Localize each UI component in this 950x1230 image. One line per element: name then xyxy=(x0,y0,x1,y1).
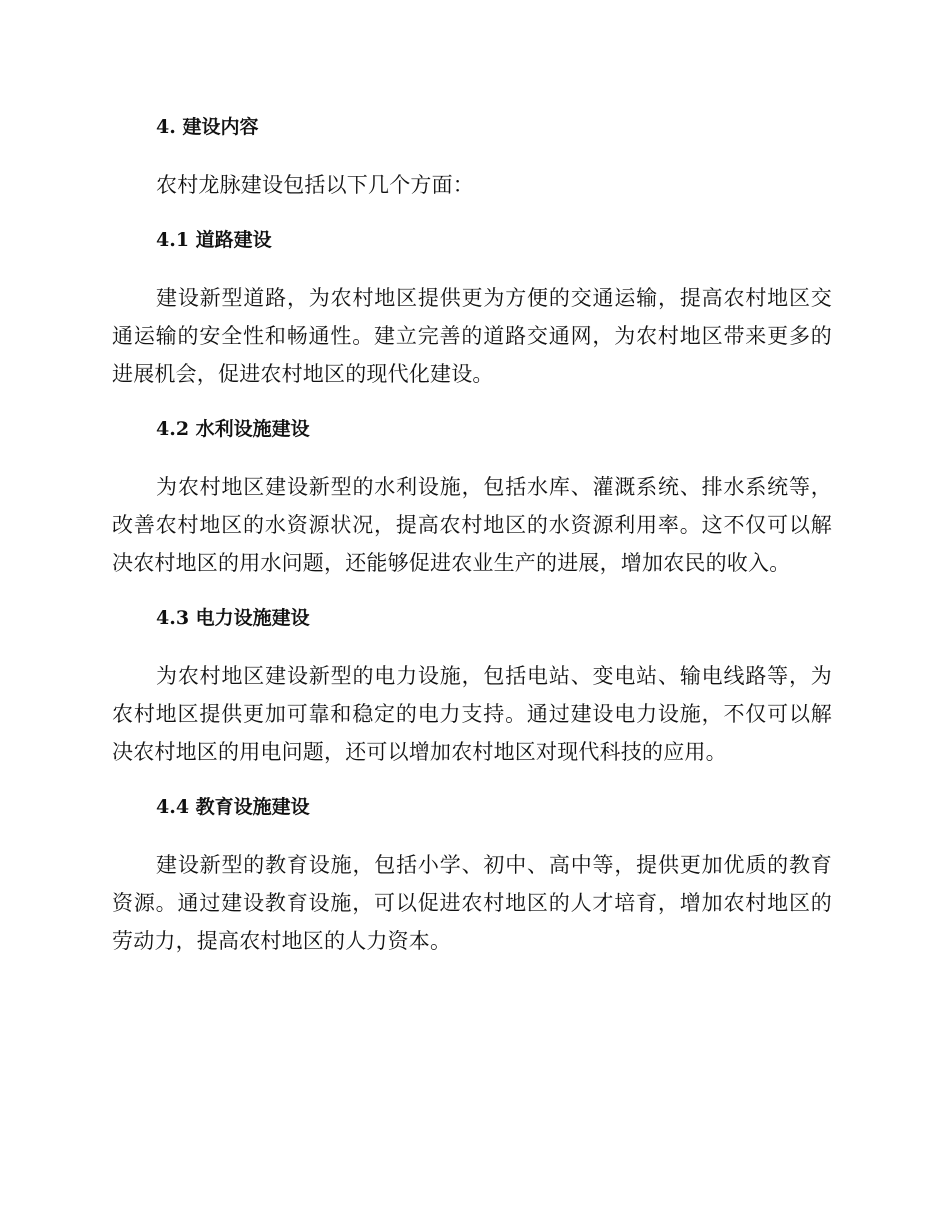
section-heading-4-1: 4.1 道路建设 xyxy=(156,229,272,251)
section-paragraph-4: 农村龙脉建设包括以下几个方面： xyxy=(156,173,474,197)
section-paragraph-4-3: 为农村地区建设新型的电力设施，包括电站、变电站、输电线路等，为农村地区提供更加可靠和稳定的电力支持。通过建设电力设施，不仅可以解决农村地区的用电问题，还可以增加农村地区对现代科技的应用。 xyxy=(112,664,832,764)
section-paragraph-4-2: 为农村地区建设新型的水利设施，包括水库、灌溉系统、排水系统等，改善农村地区的水资源状况，提高农村地区的水资源利用率。这不仅可以解决农村地区的用水问题，还能够促进农业生产的进展，增加农民的收入。 xyxy=(112,475,832,575)
section-heading-4-4: 4.4 教育设施建设 xyxy=(156,796,310,818)
section-paragraph-4-1: 建设新型道路，为农村地区提供更为方便的交通运输，提高农村地区交通运输的安全性和畅通性。建立完善的道路交通网，为农村地区带来更多的进展机会，促进农村地区的现代化建设。 xyxy=(112,286,832,386)
section-heading-4-2: 4.2 水利设施建设 xyxy=(156,418,310,440)
section-paragraph-4-4: 建设新型的教育设施，包括小学、初中、高中等，提供更加优质的教育资源。通过建设教育设施，可以促进农村地区的人才培育，增加农村地区的劳动力，提高农村地区的人力资本。 xyxy=(112,853,832,953)
document-page xyxy=(112,108,832,960)
section-heading-4: 4. 建设内容 xyxy=(156,116,259,138)
section-heading-4-3: 4.3 电力设施建设 xyxy=(156,607,310,629)
